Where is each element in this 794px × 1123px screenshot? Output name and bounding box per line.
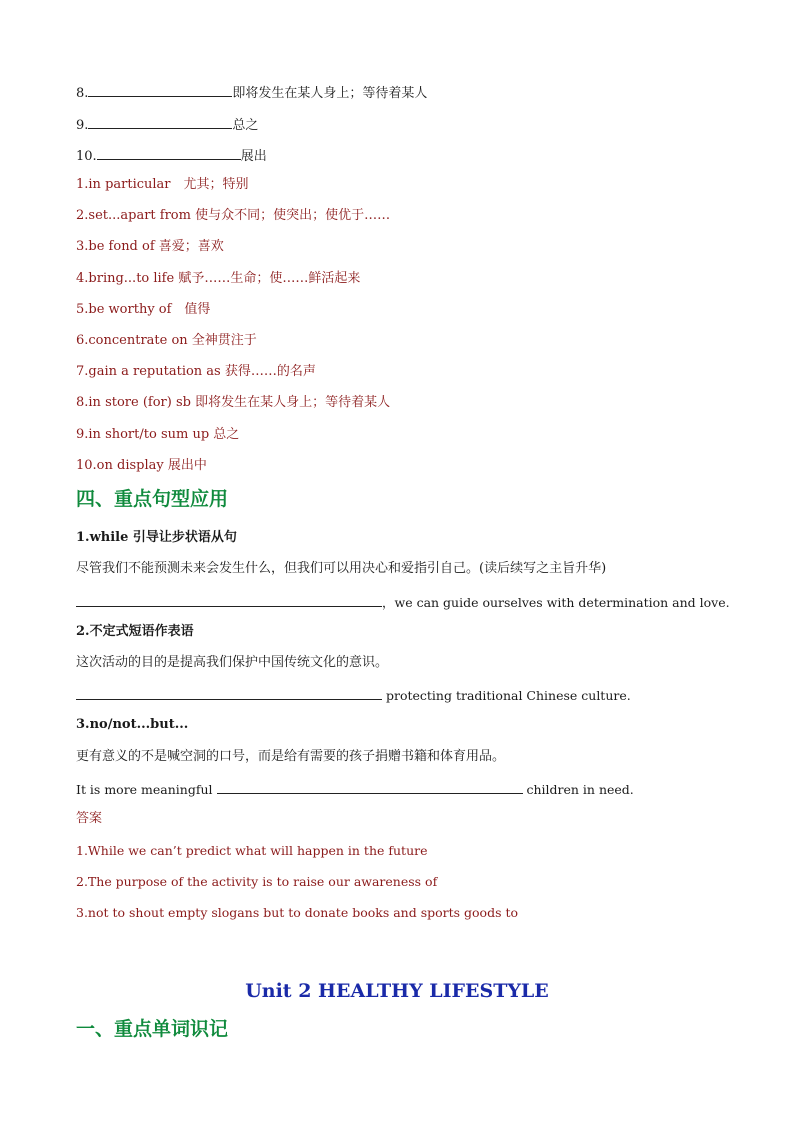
- exercise-suffix: children in need.: [522, 782, 634, 797]
- answer-blank: [76, 592, 382, 607]
- item-number: 8.: [76, 86, 89, 101]
- phrase-answer-3: 3.be fond of 喜爱；喜欢: [76, 239, 224, 254]
- item-number: 10.: [76, 149, 97, 164]
- pattern-title-3: 3.no/not...but...: [76, 717, 189, 732]
- pattern-chinese-3: 更有意义的不是喊空洞的口号，而是给有需要的孩子捐赠书籍和体育用品。: [76, 749, 506, 764]
- pattern-exercise-1: [76, 592, 730, 612]
- phrase-answer-4: 4.bring...to life 赋予……生命；使……鲜活起来: [76, 271, 361, 286]
- blank-item-8: [76, 82, 427, 103]
- phrase-answer-2: 2.set...apart from 使与众不同；使突出；使优于……: [76, 208, 391, 223]
- phrase-answer-6: 6.concentrate on 全神贯注于: [76, 333, 257, 348]
- phrase-answer-8: 8.in store (for) sb 即将发生在某人身上；等待着某人: [76, 395, 391, 410]
- exercise-prefix: It is more meaningful: [76, 782, 217, 797]
- answer-blank: [88, 82, 232, 97]
- blank-item-10: [76, 145, 267, 166]
- section-heading-sentence-patterns: 四、重点句型应用: [76, 488, 229, 510]
- exercise-suffix: protecting traditional Chinese culture.: [382, 688, 631, 703]
- phrase-answer-9: 9.in short/to sum up 总之: [76, 427, 240, 442]
- pattern-title-1: 1.while 引导让步状语从句: [76, 530, 237, 545]
- answer-blank: [217, 779, 523, 794]
- blank-item-9: [76, 114, 258, 135]
- answer-blank: [76, 685, 382, 700]
- unit-title: Unit 2 HEALTHY LIFESTYLE: [245, 980, 549, 1002]
- phrase-answer-5: 5.be worthy of 值得: [76, 302, 211, 317]
- pattern-answer-2: 2.The purpose of the activity is to raise our awareness of: [76, 874, 438, 889]
- pattern-chinese-1: 尽管我们不能预测未来会发生什么，但我们可以用决心和爱指引自己。(读后续写之主旨升华): [76, 561, 607, 576]
- answer-blank: [88, 114, 232, 129]
- item-meaning: 展出: [240, 149, 267, 164]
- pattern-answer-3: 3.not to shout empty slogans but to donate books and sports goods to: [76, 905, 519, 920]
- phrase-answer-7: 7.gain a reputation as 获得……的名声: [76, 364, 316, 379]
- pattern-title-2: 2.不定式短语作表语: [76, 624, 194, 639]
- item-meaning: 总之: [232, 118, 259, 133]
- pattern-answer-1: 1.While we can’t predict what will happen in the future: [76, 843, 428, 858]
- answer-label: 答案: [76, 811, 103, 826]
- phrase-answer-1: 1.in particular 尤其；特别: [76, 177, 249, 192]
- phrase-answer-10: 10.on display 展出中: [76, 458, 207, 473]
- pattern-exercise-2: [76, 685, 631, 705]
- item-meaning: 即将发生在某人身上；等待着某人: [232, 86, 428, 101]
- pattern-exercise-3: [76, 779, 634, 799]
- answer-blank: [97, 145, 241, 160]
- pattern-chinese-2: 这次活动的目的是提高我们保护中国传统文化的意识。: [76, 655, 389, 670]
- item-number: 9.: [76, 118, 89, 133]
- exercise-suffix: ，we can guide ourselves with determination and love.: [382, 595, 730, 610]
- section-heading-vocabulary: 一、重点单词识记: [76, 1018, 229, 1040]
